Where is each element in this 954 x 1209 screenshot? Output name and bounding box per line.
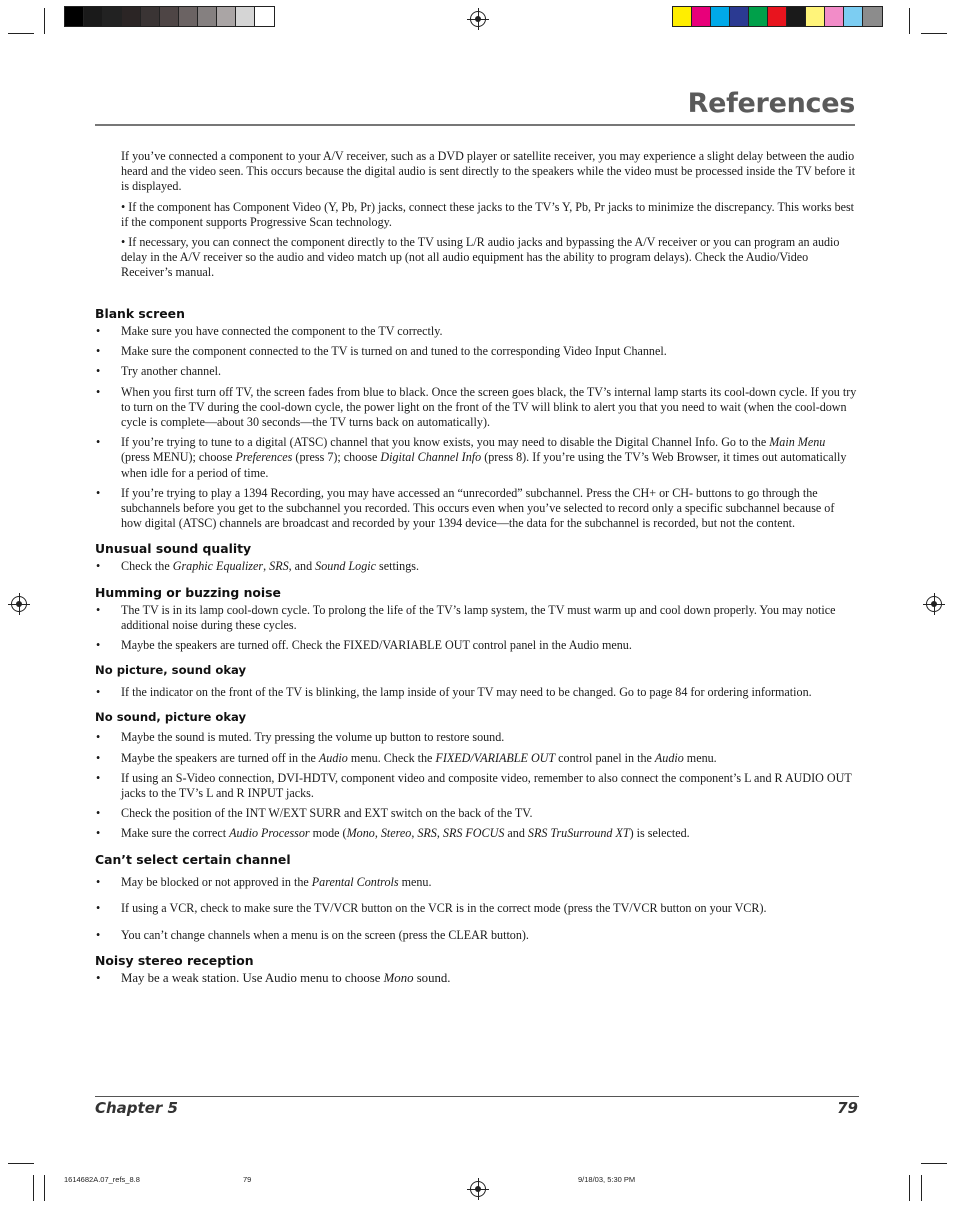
bullet-icon: •: [96, 344, 101, 359]
color-swatch: [768, 7, 787, 26]
section-cant-select-channel: [95, 852, 857, 944]
crop-mark: [921, 33, 947, 34]
crop-mark: [909, 1175, 910, 1201]
bullet-icon: •: [96, 750, 101, 765]
list-item: • Make sure the correct Audio Processor mode (Mono, Stereo, SRS, SRS FOCUS and SRS TruSurround XT) is selected.: [96, 826, 690, 841]
bullet-icon: •: [96, 559, 101, 574]
color-swatch: [825, 7, 844, 26]
print-slug-page: 79: [243, 1175, 252, 1184]
crop-mark: [44, 1175, 45, 1201]
section-unusual-sound: [95, 541, 857, 574]
chapter-label: Chapter 5: [95, 1099, 178, 1117]
bullet-icon: •: [96, 485, 101, 500]
color-swatch: [160, 7, 179, 26]
color-swatch: [749, 7, 768, 26]
section-blank-screen: [95, 306, 857, 531]
section-heading: Blank screen: [95, 306, 185, 321]
color-swatch: [65, 7, 84, 26]
color-swatch: [122, 7, 141, 26]
list-item: • If the indicator on the front of the TV is blinking, the lamp inside of your TV may need to be changed. Go to page 84 for ordering information.: [96, 685, 812, 700]
bullet-icon: •: [96, 638, 101, 653]
print-slug-filename: 1614682A.07_refs_8.8: [64, 1175, 140, 1184]
crop-mark: [33, 1175, 34, 1201]
bullet-icon: •: [96, 770, 101, 785]
list-item: • Check the position of the INT W/EXT SURR and EXT switch on the back of the TV.: [96, 806, 533, 821]
color-swatch: [255, 7, 274, 26]
section-humming-noise: [95, 585, 857, 654]
footer-divider: [95, 1096, 859, 1097]
list-item: • Check the Graphic Equalizer, SRS, and Sound Logic settings.: [96, 559, 419, 574]
intro-paragraph: • If necessary, you can connect the component directly to the TV using L/R audio jacks and bypassing the A/V receiver or you can program an audio delay in the A/V receiver so the audio and video match up (not all audio equipment has the ability to program delays). Check the Audio/Video Receiver’s manual.: [121, 235, 840, 280]
registration-mark-icon: [926, 596, 942, 612]
registration-mark-icon: [11, 596, 27, 612]
troubleshooting-content: [95, 306, 857, 996]
grayscale-calibration-bar: [64, 6, 275, 27]
crop-mark: [921, 1175, 922, 1201]
bullet-icon: •: [96, 435, 101, 450]
list-item: • Make sure the component connected to the TV is turned on and tuned to the corresponding Video Input Channel.: [96, 344, 667, 359]
color-swatch: [692, 7, 711, 26]
page-title: References: [687, 88, 855, 119]
list-item: • If using a VCR, check to make sure the TV/VCR button on the VCR is in the correct mode (press the TV/VCR button on your VCR).: [96, 900, 767, 915]
color-calibration-bar: [672, 6, 883, 27]
registration-mark-icon: [470, 1181, 486, 1197]
crop-mark: [8, 1163, 34, 1164]
section-heading: Can’t select certain channel: [95, 851, 291, 867]
color-swatch: [787, 7, 806, 26]
color-swatch: [84, 7, 103, 26]
color-swatch: [844, 7, 863, 26]
section-no-picture: [95, 663, 857, 700]
title-divider: [95, 124, 855, 126]
list-item: • May be a weak station. Use Audio menu to choose Mono sound.: [96, 971, 451, 986]
list-item: • When you first turn off TV, the screen fades from blue to black. Once the screen goes black, the TV’s internal lamp starts its cool-down cycle. If you try to turn on the TV during the cool-down cycle, the power light on the front of the TV will blink to alert you that you need to wait (when the cool-down cycle is complete—about 30 seconds—the TV turns back on automatically).: [96, 384, 857, 430]
crop-mark: [8, 33, 34, 34]
crop-mark: [909, 8, 910, 34]
color-swatch: [103, 7, 122, 26]
bullet-icon: •: [96, 900, 101, 915]
list-item: • The TV is in its lamp cool-down cycle. To prolong the life of the TV’s lamp system, the TV must warm up and cool down properly. You may notice additional noise during these cycles.: [96, 602, 836, 632]
list-item: • If you’re trying to play a 1394 Recording, you may have accessed an “unrecorded” subchannel. Press the CH+ or CH- buttons to go through the subchannels before you get to the subchannel you recorded. This occurs even when you’ve selected to record only a specific subchannel because of how digital (ATSC) channels are broadcast and recorded by your 1394 device—the data for the subchannel is recorded, but not the content.: [96, 485, 835, 531]
print-slug-date: 9/18/03, 5:30 PM: [578, 1175, 636, 1184]
bullet-icon: •: [96, 928, 101, 943]
list-item: • If you’re trying to tune to a digital (ATSC) channel that you know exists, you may need to disable the Digital Channel Info. Go to the Main Menu (press MENU); choose Preferences (press 7); choose Digital Channel Info (press 8). If you’re using the TV’s Web Browser, it times out automatically when idle for a period of time.: [96, 435, 847, 480]
section-heading: No picture, sound okay: [95, 663, 247, 678]
bullet-icon: •: [96, 826, 101, 841]
list-item: • If using an S-Video connection, DVI-HDTV, component video and composite video, remember to also connect the component’s L and R AUDIO OUT jacks to the TV’s L and R INPUT jacks.: [96, 770, 852, 801]
list-item: • May be blocked or not approved in the Parental Controls menu.: [96, 874, 432, 889]
crop-mark: [921, 1163, 947, 1164]
color-swatch: [217, 7, 236, 26]
section-no-sound: [95, 710, 857, 841]
intro-paragraph: • If the component has Component Video (Y, Pb, Pr) jacks, connect these jacks to the TV’s Y, Pb, Pr jacks to minimize the discrepancy. This works best if the component supports Progressive Scan technology.: [121, 199, 855, 229]
list-item: • Make sure you have connected the component to the TV correctly.: [96, 324, 443, 338]
bullet-icon: •: [96, 730, 101, 745]
bullet-icon: •: [96, 384, 101, 399]
bullet-icon: •: [96, 874, 101, 889]
section-heading: Unusual sound quality: [95, 541, 252, 557]
list-item: • You can’t change channels when a menu is on the screen (press the CLEAR button).: [96, 928, 529, 943]
bullet-icon: •: [96, 324, 101, 338]
color-swatch: [673, 7, 692, 26]
section-heading: Noisy stereo reception: [95, 953, 254, 969]
list-item: • Maybe the sound is muted. Try pressing the volume up button to restore sound.: [96, 730, 505, 745]
color-swatch: [236, 7, 255, 26]
registration-mark-icon: [470, 11, 486, 27]
bullet-icon: •: [96, 602, 101, 617]
section-heading: No sound, picture okay: [95, 710, 247, 725]
bullet-icon: •: [96, 364, 101, 379]
color-swatch: [806, 7, 825, 26]
color-swatch: [198, 7, 217, 26]
list-item: • Maybe the speakers are turned off in the Audio menu. Check the FIXED/VARIABLE OUT control panel in the Audio menu.: [96, 750, 717, 765]
intro-paragraph: If you’ve connected a component to your A/V receiver, such as a DVD player or satellite receiver, you may experience a slight delay between the audio heard and the video seen. This occurs because the digital audio is sent directly to the speakers while the video must be processed inside the TV before it is displayed.: [121, 149, 856, 194]
intro-text: [121, 149, 857, 286]
list-item: • Try another channel.: [96, 364, 221, 379]
crop-mark: [44, 8, 45, 34]
page-number: 79: [837, 1099, 858, 1117]
bullet-icon: •: [96, 971, 101, 986]
section-noisy-stereo: [95, 953, 857, 986]
color-swatch: [730, 7, 749, 26]
color-swatch: [711, 7, 730, 26]
color-swatch: [179, 7, 198, 26]
bullet-icon: •: [96, 806, 101, 821]
color-swatch: [863, 7, 882, 26]
color-swatch: [141, 7, 160, 26]
bullet-icon: •: [96, 685, 101, 700]
section-heading: Humming or buzzing noise: [95, 584, 281, 600]
list-item: • Maybe the speakers are turned off. Check the FIXED/VARIABLE OUT control panel in the Audio menu.: [96, 638, 632, 653]
